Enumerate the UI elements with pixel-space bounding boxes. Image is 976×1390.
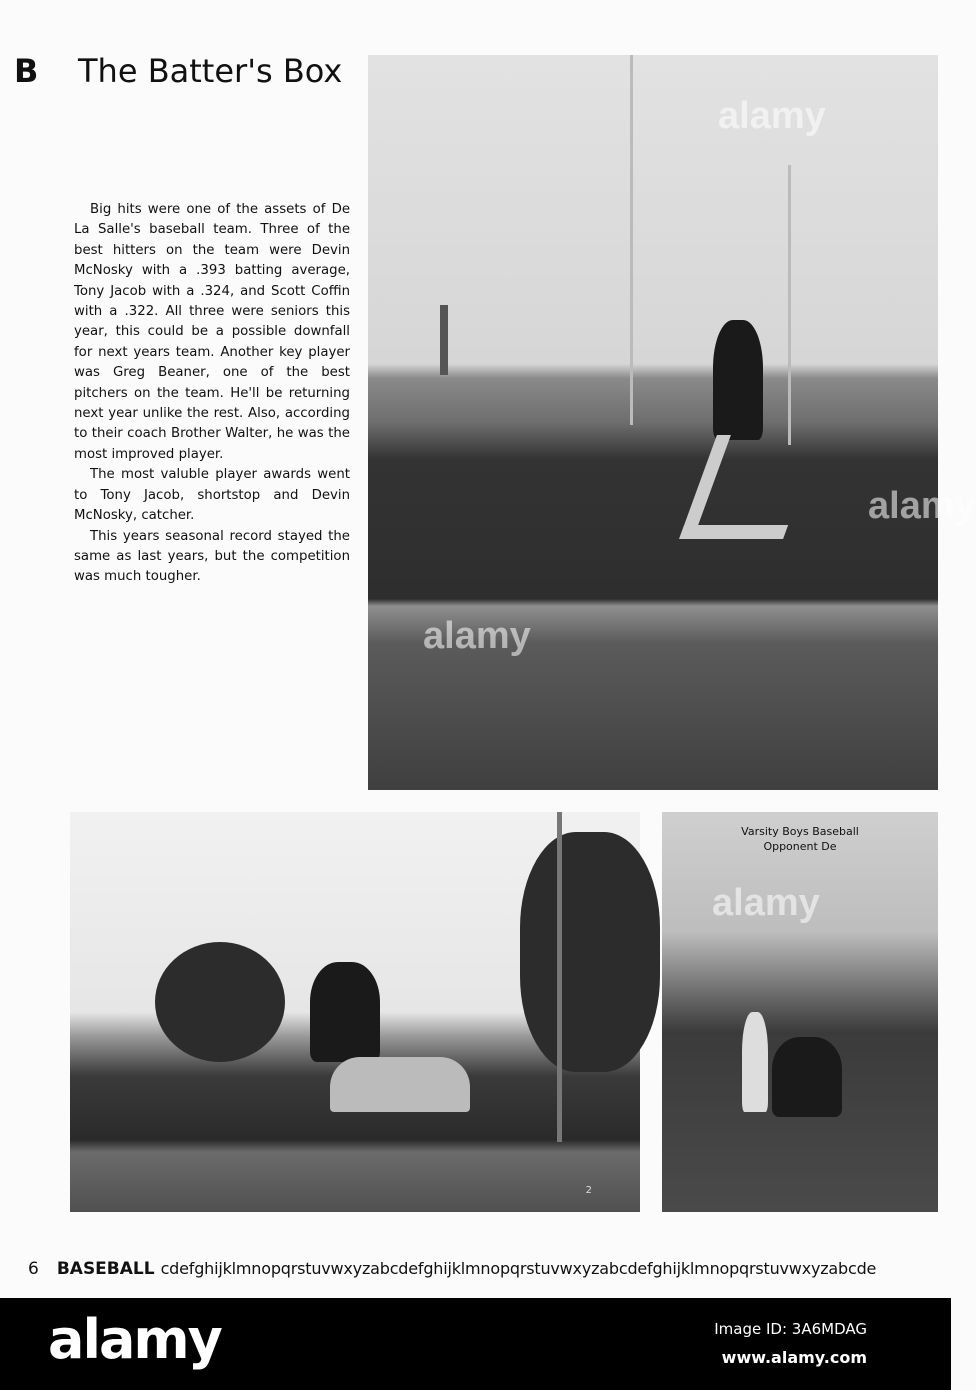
runner-figure [713, 320, 763, 440]
article-paragraph: The most valuble player awards went to Tony Jacob, shortstop and Devin McNosky, catcher. [74, 467, 350, 524]
image-id: Image ID: 3A6MDAG [714, 1320, 867, 1338]
batter-figure [742, 1012, 768, 1112]
photo-baserunner [368, 55, 976, 790]
umpire-figure [772, 1037, 842, 1117]
photo-number: 2 [585, 1185, 592, 1196]
alphabet-index: cdefghijklmnopqrstuvwxyzabcdefghijklmnopqrstuvwxyzabcdefghijklmnopqrstuvwxyzabcde [160, 1259, 877, 1278]
smokestack [440, 305, 448, 375]
pole [557, 812, 562, 1142]
page-number: 6 [28, 1259, 39, 1279]
watermark: alamy [718, 95, 826, 137]
caption-line: Opponent De [763, 840, 837, 853]
foul-pole [788, 165, 791, 445]
photo-night-game [662, 812, 938, 1212]
article-paragraph: This years seasonal record stayed the same as last years, but the competition was much tougher. [74, 528, 350, 585]
article-body [74, 200, 350, 588]
section-letter: B [14, 52, 39, 90]
foul-pole [630, 55, 633, 425]
pitcher-figure [310, 962, 380, 1062]
runner-legs [679, 435, 821, 539]
watermark: alamy [712, 882, 820, 924]
photo-caption [662, 824, 938, 854]
pitcher-legs [330, 1057, 470, 1112]
watermark: alamy [868, 485, 976, 527]
tree [520, 832, 660, 1072]
alamy-banner [0, 1298, 951, 1390]
tree [155, 942, 285, 1062]
page-title: The Batter's Box [78, 52, 343, 90]
watermark: alamy [423, 615, 531, 657]
photo-pitcher [70, 812, 640, 1212]
page-footer [28, 1259, 876, 1279]
alamy-logo: alamy [48, 1308, 221, 1371]
section-name: BASEBALL [56, 1259, 155, 1279]
site-link[interactable]: www.alamy.com [721, 1348, 867, 1367]
article-paragraph: Big hits were one of the assets of De La Salle's baseball team. Three of the best hitters on the team were Devin McNosky with a .393 batting average, Tony Jacob with a .324, and Scott Coffin with a .322. All three were seniors this year, this could be a possible downfall for next years team. Another key player was Greg Beaner, one of the best pitchers on the team. He'll be returning next year unlike the rest. Also, according to their coach Brother Walter, he was the most improved player. [74, 202, 350, 462]
caption-line: Varsity Boys Baseball [741, 825, 859, 838]
